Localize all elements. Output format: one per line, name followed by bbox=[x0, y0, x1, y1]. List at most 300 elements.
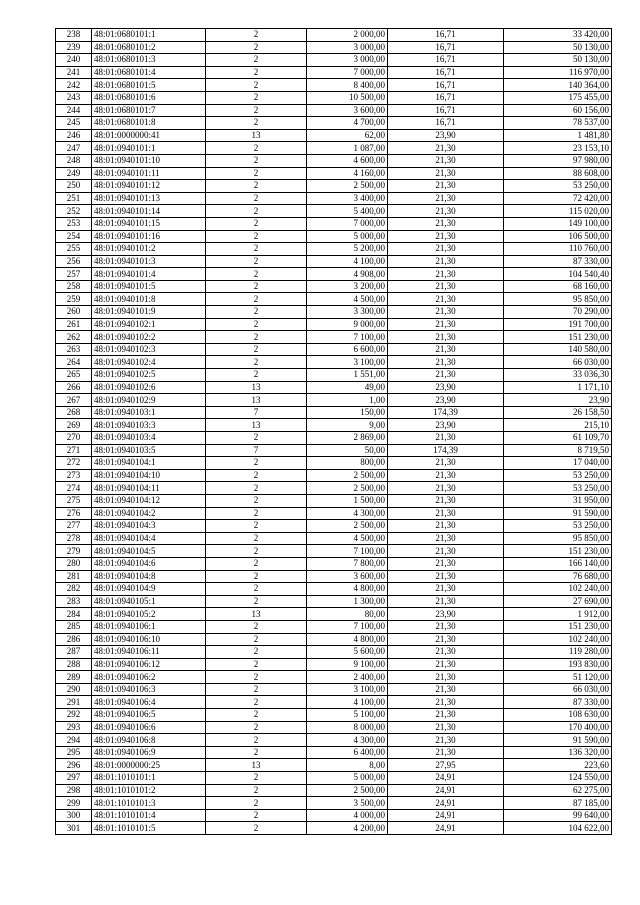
area-value-cell: 5 600,00 bbox=[307, 646, 388, 659]
table-row bbox=[56, 180, 612, 193]
area-value-cell: 5 000,00 bbox=[307, 230, 388, 243]
table-row bbox=[56, 620, 612, 633]
table-row bbox=[56, 54, 612, 67]
rate-value-cell: 21,30 bbox=[388, 494, 504, 507]
row-number-cell: 272 bbox=[56, 457, 92, 470]
total-value-cell: 8 719,50 bbox=[504, 444, 612, 457]
area-value-cell: 5 000,00 bbox=[307, 772, 388, 785]
cadastral-number-cell: 48:01:0940106:12 bbox=[92, 658, 206, 671]
row-number-cell: 284 bbox=[56, 608, 92, 621]
cadastral-number-cell: 48:01:0940101:14 bbox=[92, 205, 206, 218]
cadastral-number-cell: 48:01:0000000:41 bbox=[92, 129, 206, 142]
area-value-cell: 3 100,00 bbox=[307, 683, 388, 696]
row-number-cell: 287 bbox=[56, 646, 92, 659]
category-code-cell: 2 bbox=[206, 167, 307, 180]
category-code-cell: 2 bbox=[206, 620, 307, 633]
total-value-cell: 87 185,00 bbox=[504, 797, 612, 810]
total-value-cell: 31 950,00 bbox=[504, 494, 612, 507]
table-row bbox=[56, 142, 612, 155]
total-value-cell: 151 230,00 bbox=[504, 331, 612, 344]
total-value-cell: 1 171,10 bbox=[504, 381, 612, 394]
row-number-cell: 299 bbox=[56, 797, 92, 810]
area-value-cell: 7 000,00 bbox=[307, 66, 388, 79]
cadastral-number-cell: 48:01:0940104:10 bbox=[92, 469, 206, 482]
rate-value-cell: 21,30 bbox=[388, 142, 504, 155]
total-value-cell: 76 680,00 bbox=[504, 570, 612, 583]
cadastral-number-cell: 48:01:0940101:5 bbox=[92, 280, 206, 293]
total-value-cell: 1 912,00 bbox=[504, 608, 612, 621]
rate-value-cell: 21,30 bbox=[388, 532, 504, 545]
rate-value-cell: 21,30 bbox=[388, 646, 504, 659]
total-value-cell: 116 970,00 bbox=[504, 66, 612, 79]
rate-value-cell: 16,71 bbox=[388, 117, 504, 130]
cadastral-number-cell: 48:01:0940104:3 bbox=[92, 520, 206, 533]
rate-value-cell: 21,30 bbox=[388, 683, 504, 696]
rate-value-cell: 23,90 bbox=[388, 608, 504, 621]
cadastral-number-cell: 48:01:0940104:6 bbox=[92, 557, 206, 570]
area-value-cell: 2 500,00 bbox=[307, 482, 388, 495]
rate-value-cell: 16,71 bbox=[388, 54, 504, 67]
category-code-cell: 2 bbox=[206, 696, 307, 709]
table-row bbox=[56, 658, 612, 671]
area-value-cell: 3 200,00 bbox=[307, 280, 388, 293]
cadastral-number-cell: 48:01:0680101:2 bbox=[92, 41, 206, 54]
table-row bbox=[56, 167, 612, 180]
row-number-cell: 271 bbox=[56, 444, 92, 457]
table-row bbox=[56, 356, 612, 369]
total-value-cell: 70 290,00 bbox=[504, 306, 612, 319]
total-value-cell: 95 850,00 bbox=[504, 293, 612, 306]
table-row bbox=[56, 331, 612, 344]
rate-value-cell: 24,91 bbox=[388, 822, 504, 835]
table-row bbox=[56, 507, 612, 520]
area-value-cell: 2 500,00 bbox=[307, 520, 388, 533]
table-row bbox=[56, 306, 612, 319]
area-value-cell: 150,00 bbox=[307, 406, 388, 419]
rate-value-cell: 21,30 bbox=[388, 230, 504, 243]
rate-value-cell: 21,30 bbox=[388, 696, 504, 709]
cadastral-number-cell: 48:01:0940101:15 bbox=[92, 217, 206, 230]
area-value-cell: 4 800,00 bbox=[307, 633, 388, 646]
area-value-cell: 7 100,00 bbox=[307, 545, 388, 558]
table-row bbox=[56, 230, 612, 243]
area-value-cell: 1,00 bbox=[307, 394, 388, 407]
category-code-cell: 2 bbox=[206, 243, 307, 256]
table-row bbox=[56, 545, 612, 558]
row-number-cell: 259 bbox=[56, 293, 92, 306]
category-code-cell: 13 bbox=[206, 608, 307, 621]
category-code-cell: 2 bbox=[206, 457, 307, 470]
category-code-cell: 13 bbox=[206, 129, 307, 142]
category-code-cell: 2 bbox=[206, 318, 307, 331]
cadastral-number-cell: 48:01:0940101:9 bbox=[92, 306, 206, 319]
row-number-cell: 245 bbox=[56, 117, 92, 130]
area-value-cell: 4 100,00 bbox=[307, 696, 388, 709]
area-value-cell: 3 600,00 bbox=[307, 570, 388, 583]
category-code-cell: 2 bbox=[206, 369, 307, 382]
category-code-cell: 2 bbox=[206, 142, 307, 155]
row-number-cell: 297 bbox=[56, 772, 92, 785]
rate-value-cell: 21,30 bbox=[388, 595, 504, 608]
row-number-cell: 241 bbox=[56, 66, 92, 79]
category-code-cell: 2 bbox=[206, 784, 307, 797]
row-number-cell: 291 bbox=[56, 696, 92, 709]
total-value-cell: 26 158,50 bbox=[504, 406, 612, 419]
table-row bbox=[56, 633, 612, 646]
total-value-cell: 170 400,00 bbox=[504, 721, 612, 734]
area-value-cell: 8 000,00 bbox=[307, 721, 388, 734]
table-row bbox=[56, 243, 612, 256]
area-value-cell: 4 500,00 bbox=[307, 532, 388, 545]
table-row bbox=[56, 104, 612, 117]
category-code-cell: 2 bbox=[206, 595, 307, 608]
category-code-cell: 2 bbox=[206, 41, 307, 54]
total-value-cell: 53 250,00 bbox=[504, 469, 612, 482]
area-value-cell: 7 100,00 bbox=[307, 620, 388, 633]
row-number-cell: 246 bbox=[56, 129, 92, 142]
table-row bbox=[56, 746, 612, 759]
rate-value-cell: 23,90 bbox=[388, 419, 504, 432]
category-code-cell: 2 bbox=[206, 205, 307, 218]
row-number-cell: 253 bbox=[56, 217, 92, 230]
total-value-cell: 140 580,00 bbox=[504, 343, 612, 356]
cadastral-number-cell: 48:01:0940101:4 bbox=[92, 268, 206, 281]
rate-value-cell: 21,30 bbox=[388, 343, 504, 356]
total-value-cell: 61 109,70 bbox=[504, 432, 612, 445]
cadastral-number-cell: 48:01:0940101:16 bbox=[92, 230, 206, 243]
area-value-cell: 3 400,00 bbox=[307, 192, 388, 205]
total-value-cell: 149 100,00 bbox=[504, 217, 612, 230]
table-row bbox=[56, 381, 612, 394]
area-value-cell: 62,00 bbox=[307, 129, 388, 142]
table-row bbox=[56, 66, 612, 79]
cadastral-number-cell: 48:01:0940106:1 bbox=[92, 620, 206, 633]
category-code-cell: 13 bbox=[206, 759, 307, 772]
row-number-cell: 250 bbox=[56, 180, 92, 193]
rate-value-cell: 21,30 bbox=[388, 180, 504, 193]
area-value-cell: 4 300,00 bbox=[307, 734, 388, 747]
total-value-cell: 51 120,00 bbox=[504, 671, 612, 684]
total-value-cell: 140 364,00 bbox=[504, 79, 612, 92]
table-row bbox=[56, 268, 612, 281]
row-number-cell: 244 bbox=[56, 104, 92, 117]
area-value-cell: 8,00 bbox=[307, 759, 388, 772]
table-row bbox=[56, 570, 612, 583]
area-value-cell: 4 000,00 bbox=[307, 809, 388, 822]
category-code-cell: 2 bbox=[206, 633, 307, 646]
rate-value-cell: 21,30 bbox=[388, 658, 504, 671]
table-row bbox=[56, 482, 612, 495]
cadastral-number-cell: 48:01:0940102:5 bbox=[92, 369, 206, 382]
category-code-cell: 2 bbox=[206, 532, 307, 545]
row-number-cell: 257 bbox=[56, 268, 92, 281]
total-value-cell: 124 550,00 bbox=[504, 772, 612, 785]
table-row bbox=[56, 318, 612, 331]
rate-value-cell: 21,30 bbox=[388, 243, 504, 256]
cadastral-number-cell: 48:01:1010101:5 bbox=[92, 822, 206, 835]
category-code-cell: 2 bbox=[206, 494, 307, 507]
rate-value-cell: 24,91 bbox=[388, 772, 504, 785]
cadastral-number-cell: 48:01:0940104:9 bbox=[92, 583, 206, 596]
total-value-cell: 66 030,00 bbox=[504, 683, 612, 696]
row-number-cell: 273 bbox=[56, 469, 92, 482]
cadastral-number-cell: 48:01:0680101:4 bbox=[92, 66, 206, 79]
category-code-cell: 2 bbox=[206, 671, 307, 684]
row-number-cell: 249 bbox=[56, 167, 92, 180]
row-number-cell: 295 bbox=[56, 746, 92, 759]
area-value-cell: 9 100,00 bbox=[307, 658, 388, 671]
total-value-cell: 87 330,00 bbox=[504, 696, 612, 709]
row-number-cell: 269 bbox=[56, 419, 92, 432]
category-code-cell: 2 bbox=[206, 217, 307, 230]
table-row bbox=[56, 432, 612, 445]
table-row bbox=[56, 192, 612, 205]
table-row bbox=[56, 406, 612, 419]
area-value-cell: 4 500,00 bbox=[307, 293, 388, 306]
cadastral-number-cell: 48:01:0940106:5 bbox=[92, 709, 206, 722]
row-number-cell: 301 bbox=[56, 822, 92, 835]
rate-value-cell: 21,30 bbox=[388, 633, 504, 646]
total-value-cell: 27 690,00 bbox=[504, 595, 612, 608]
category-code-cell: 2 bbox=[206, 356, 307, 369]
area-value-cell: 8 400,00 bbox=[307, 79, 388, 92]
rate-value-cell: 174,39 bbox=[388, 444, 504, 457]
area-value-cell: 5 200,00 bbox=[307, 243, 388, 256]
category-code-cell: 2 bbox=[206, 545, 307, 558]
category-code-cell: 2 bbox=[206, 507, 307, 520]
category-code-cell: 2 bbox=[206, 520, 307, 533]
row-number-cell: 243 bbox=[56, 91, 92, 104]
total-value-cell: 78 537,00 bbox=[504, 117, 612, 130]
row-number-cell: 268 bbox=[56, 406, 92, 419]
category-code-cell: 13 bbox=[206, 394, 307, 407]
row-number-cell: 258 bbox=[56, 280, 92, 293]
category-code-cell: 2 bbox=[206, 343, 307, 356]
area-value-cell: 4 160,00 bbox=[307, 167, 388, 180]
area-value-cell: 7 000,00 bbox=[307, 217, 388, 230]
cadastral-number-cell: 48:01:0680101:5 bbox=[92, 79, 206, 92]
category-code-cell: 2 bbox=[206, 432, 307, 445]
cadastral-number-cell: 48:01:0940101:1 bbox=[92, 142, 206, 155]
total-value-cell: 53 250,00 bbox=[504, 180, 612, 193]
rate-value-cell: 21,30 bbox=[388, 154, 504, 167]
area-value-cell: 2 500,00 bbox=[307, 469, 388, 482]
category-code-cell: 2 bbox=[206, 91, 307, 104]
rate-value-cell: 16,71 bbox=[388, 79, 504, 92]
table-row bbox=[56, 784, 612, 797]
row-number-cell: 265 bbox=[56, 369, 92, 382]
area-value-cell: 4 908,00 bbox=[307, 268, 388, 281]
cadastral-number-cell: 48:01:0940106:3 bbox=[92, 683, 206, 696]
cadastral-number-cell: 48:01:0940104:1 bbox=[92, 457, 206, 470]
cadastral-number-cell: 48:01:0940105:1 bbox=[92, 595, 206, 608]
cadastral-number-cell: 48:01:0940101:8 bbox=[92, 293, 206, 306]
rate-value-cell: 24,91 bbox=[388, 784, 504, 797]
category-code-cell: 2 bbox=[206, 117, 307, 130]
table-row bbox=[56, 772, 612, 785]
rate-value-cell: 23,90 bbox=[388, 381, 504, 394]
table-row bbox=[56, 532, 612, 545]
row-number-cell: 278 bbox=[56, 532, 92, 545]
cadastral-number-cell: 48:01:0940102:4 bbox=[92, 356, 206, 369]
category-code-cell: 2 bbox=[206, 646, 307, 659]
row-number-cell: 293 bbox=[56, 721, 92, 734]
total-value-cell: 102 240,00 bbox=[504, 633, 612, 646]
total-value-cell: 50 130,00 bbox=[504, 41, 612, 54]
row-number-cell: 256 bbox=[56, 255, 92, 268]
cadastral-number-cell: 48:01:0940106:6 bbox=[92, 721, 206, 734]
table-row bbox=[56, 79, 612, 92]
row-number-cell: 266 bbox=[56, 381, 92, 394]
area-value-cell: 1 087,00 bbox=[307, 142, 388, 155]
row-number-cell: 267 bbox=[56, 394, 92, 407]
total-value-cell: 60 156,00 bbox=[504, 104, 612, 117]
rate-value-cell: 21,30 bbox=[388, 167, 504, 180]
cadastral-number-cell: 48:01:0940106:9 bbox=[92, 746, 206, 759]
cadastral-number-cell: 48:01:0940104:12 bbox=[92, 494, 206, 507]
cadastral-number-cell: 48:01:0940106:2 bbox=[92, 671, 206, 684]
category-code-cell: 2 bbox=[206, 66, 307, 79]
rate-value-cell: 21,30 bbox=[388, 746, 504, 759]
category-code-cell: 2 bbox=[206, 482, 307, 495]
rate-value-cell: 21,30 bbox=[388, 457, 504, 470]
row-number-cell: 260 bbox=[56, 306, 92, 319]
category-code-cell: 2 bbox=[206, 570, 307, 583]
area-value-cell: 7 800,00 bbox=[307, 557, 388, 570]
rate-value-cell: 21,30 bbox=[388, 318, 504, 331]
table-row bbox=[56, 419, 612, 432]
category-code-cell: 7 bbox=[206, 444, 307, 457]
category-code-cell: 2 bbox=[206, 469, 307, 482]
total-value-cell: 166 140,00 bbox=[504, 557, 612, 570]
area-value-cell: 49,00 bbox=[307, 381, 388, 394]
total-value-cell: 110 760,00 bbox=[504, 243, 612, 256]
rate-value-cell: 21,30 bbox=[388, 306, 504, 319]
rate-value-cell: 21,30 bbox=[388, 280, 504, 293]
row-number-cell: 280 bbox=[56, 557, 92, 570]
category-code-cell: 2 bbox=[206, 293, 307, 306]
table-body bbox=[56, 29, 612, 835]
total-value-cell: 104 540,40 bbox=[504, 268, 612, 281]
table-row bbox=[56, 759, 612, 772]
area-value-cell: 4 700,00 bbox=[307, 117, 388, 130]
total-value-cell: 87 330,00 bbox=[504, 255, 612, 268]
rate-value-cell: 21,30 bbox=[388, 520, 504, 533]
row-number-cell: 283 bbox=[56, 595, 92, 608]
area-value-cell: 5 400,00 bbox=[307, 205, 388, 218]
area-value-cell: 3 600,00 bbox=[307, 104, 388, 117]
rate-value-cell: 21,30 bbox=[388, 293, 504, 306]
cadastral-number-cell: 48:01:0940104:5 bbox=[92, 545, 206, 558]
row-number-cell: 300 bbox=[56, 809, 92, 822]
rate-value-cell: 21,30 bbox=[388, 482, 504, 495]
area-value-cell: 80,00 bbox=[307, 608, 388, 621]
table-row bbox=[56, 721, 612, 734]
cadastral-number-cell: 48:01:0940106:10 bbox=[92, 633, 206, 646]
total-value-cell: 193 830,00 bbox=[504, 658, 612, 671]
total-value-cell: 62 275,00 bbox=[504, 784, 612, 797]
total-value-cell: 104 622,00 bbox=[504, 822, 612, 835]
rate-value-cell: 21,30 bbox=[388, 268, 504, 281]
category-code-cell: 2 bbox=[206, 683, 307, 696]
area-value-cell: 3 000,00 bbox=[307, 54, 388, 67]
table-row bbox=[56, 369, 612, 382]
cadastral-number-cell: 48:01:0940102:3 bbox=[92, 343, 206, 356]
category-code-cell: 2 bbox=[206, 54, 307, 67]
row-number-cell: 276 bbox=[56, 507, 92, 520]
area-value-cell: 4 300,00 bbox=[307, 507, 388, 520]
cadastral-number-cell: 48:01:0940103:5 bbox=[92, 444, 206, 457]
total-value-cell: 95 850,00 bbox=[504, 532, 612, 545]
rate-value-cell: 21,30 bbox=[388, 507, 504, 520]
category-code-cell: 2 bbox=[206, 29, 307, 42]
row-number-cell: 263 bbox=[56, 343, 92, 356]
table-row bbox=[56, 343, 612, 356]
area-value-cell: 3 500,00 bbox=[307, 797, 388, 810]
rate-value-cell: 21,30 bbox=[388, 205, 504, 218]
cadastral-number-cell: 48:01:0680101:3 bbox=[92, 54, 206, 67]
row-number-cell: 275 bbox=[56, 494, 92, 507]
category-code-cell: 2 bbox=[206, 772, 307, 785]
rate-value-cell: 21,30 bbox=[388, 369, 504, 382]
category-code-cell: 2 bbox=[206, 192, 307, 205]
total-value-cell: 17 040,00 bbox=[504, 457, 612, 470]
category-code-cell: 2 bbox=[206, 154, 307, 167]
rate-value-cell: 16,71 bbox=[388, 91, 504, 104]
category-code-cell: 2 bbox=[206, 230, 307, 243]
rate-value-cell: 21,30 bbox=[388, 255, 504, 268]
row-number-cell: 251 bbox=[56, 192, 92, 205]
area-value-cell: 6 600,00 bbox=[307, 343, 388, 356]
table-row bbox=[56, 809, 612, 822]
row-number-cell: 255 bbox=[56, 243, 92, 256]
rate-value-cell: 21,30 bbox=[388, 356, 504, 369]
cadastral-number-cell: 48:01:0940103:3 bbox=[92, 419, 206, 432]
category-code-cell: 2 bbox=[206, 709, 307, 722]
cadastral-number-cell: 48:01:0680101:7 bbox=[92, 104, 206, 117]
total-value-cell: 91 590,00 bbox=[504, 734, 612, 747]
total-value-cell: 119 280,00 bbox=[504, 646, 612, 659]
table-row bbox=[56, 595, 612, 608]
rate-value-cell: 21,30 bbox=[388, 217, 504, 230]
category-code-cell: 7 bbox=[206, 406, 307, 419]
total-value-cell: 66 030,00 bbox=[504, 356, 612, 369]
row-number-cell: 252 bbox=[56, 205, 92, 218]
total-value-cell: 106 500,00 bbox=[504, 230, 612, 243]
table-row bbox=[56, 583, 612, 596]
category-code-cell: 2 bbox=[206, 721, 307, 734]
cadastral-number-cell: 48:01:1010101:2 bbox=[92, 784, 206, 797]
row-number-cell: 282 bbox=[56, 583, 92, 596]
area-value-cell: 6 400,00 bbox=[307, 746, 388, 759]
rate-value-cell: 21,30 bbox=[388, 620, 504, 633]
category-code-cell: 2 bbox=[206, 809, 307, 822]
table-row bbox=[56, 797, 612, 810]
table-row bbox=[56, 255, 612, 268]
total-value-cell: 108 630,00 bbox=[504, 709, 612, 722]
table-row bbox=[56, 646, 612, 659]
category-code-cell: 2 bbox=[206, 822, 307, 835]
row-number-cell: 247 bbox=[56, 142, 92, 155]
rate-value-cell: 21,30 bbox=[388, 721, 504, 734]
row-number-cell: 292 bbox=[56, 709, 92, 722]
total-value-cell: 191 700,00 bbox=[504, 318, 612, 331]
rate-value-cell: 21,30 bbox=[388, 734, 504, 747]
cadastral-number-cell: 48:01:0680101:1 bbox=[92, 29, 206, 42]
total-value-cell: 175 455,00 bbox=[504, 91, 612, 104]
table-row bbox=[56, 696, 612, 709]
cadastral-number-cell: 48:01:1010101:4 bbox=[92, 809, 206, 822]
